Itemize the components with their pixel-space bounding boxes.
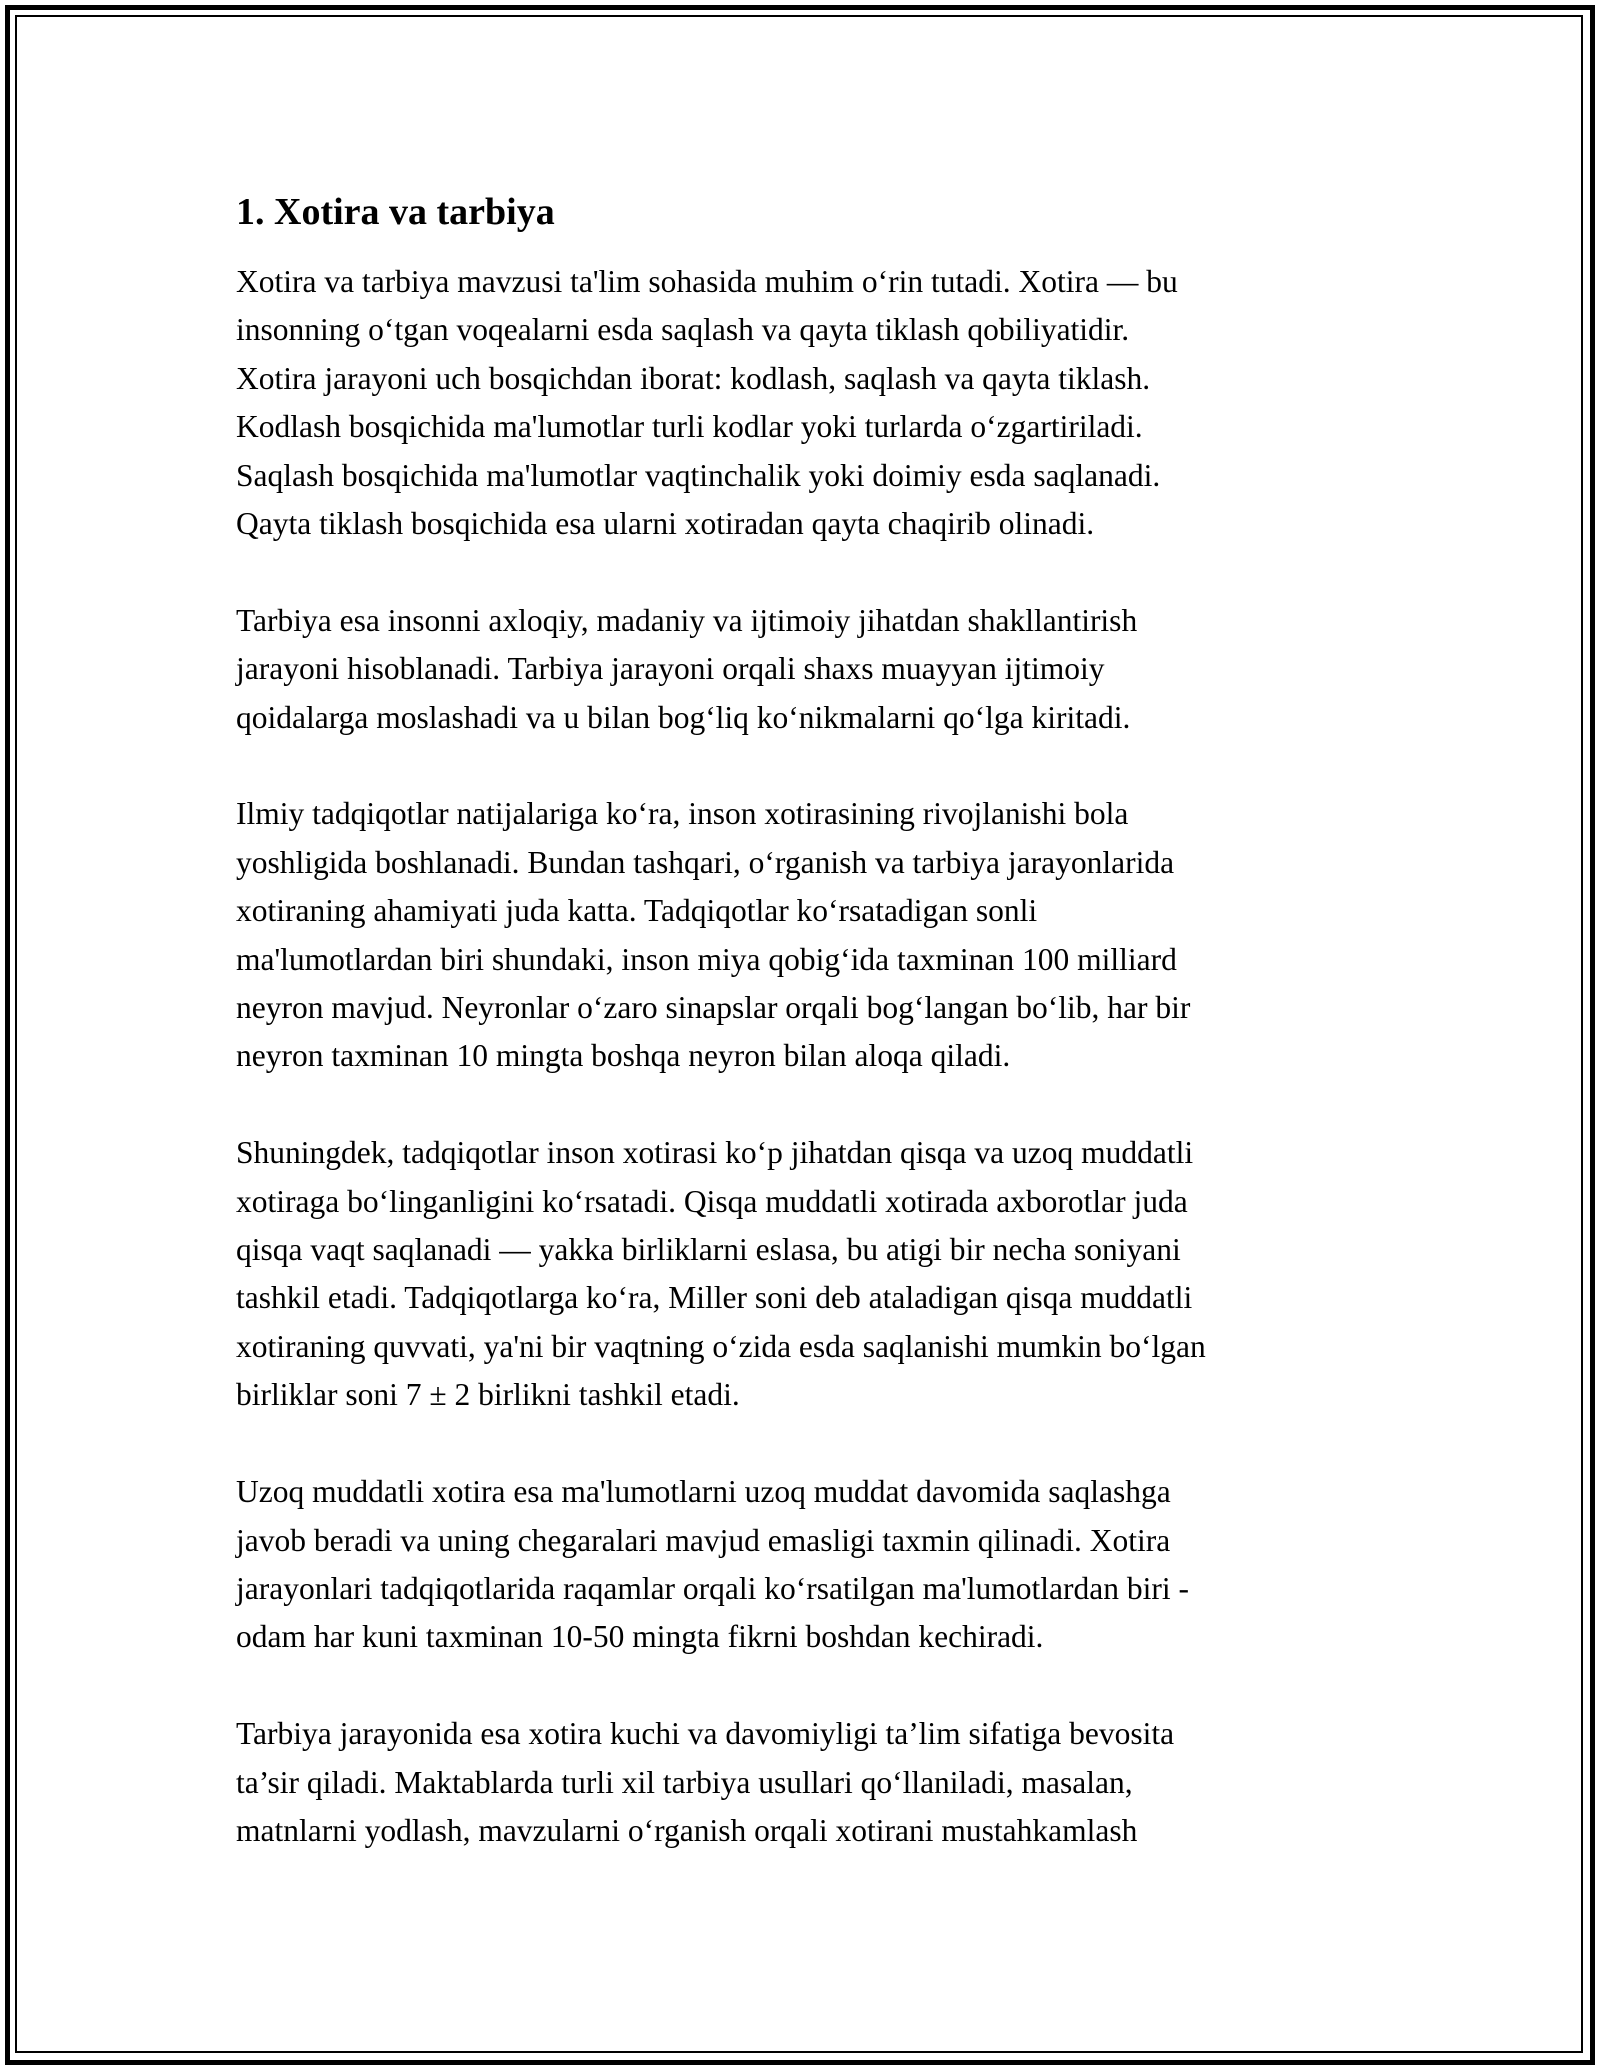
text-line: Tarbiya esa insonni axloqiy, madaniy va ijtimoiy jihatdan shakllantirish: [236, 602, 1138, 638]
paragraph-upbringing: [236, 597, 1386, 742]
text-line: jarayonlari tadqiqotlarida raqamlar orqali ko‘rsatilgan ma'lumotlardan biri -: [236, 1570, 1189, 1606]
text-line: insonning o‘tgan voqealarni esda saqlash va qayta tiklash qobiliyatidir.: [236, 312, 1130, 348]
text-line: birliklar soni 7 ± 2 birlikni tashkil etadi.: [236, 1377, 740, 1413]
text-line: javob beradi va uning chegaralari mavjud emasligi taxmin qilinadi. Xotira: [236, 1522, 1171, 1558]
text-line: yoshligida boshlanadi. Bundan tashqari, o‘rganish va tarbiya jarayonlarida: [236, 844, 1175, 880]
text-line: xotiraning ahamiyati juda katta. Tadqiqotlar ko‘rsatadigan sonli: [236, 893, 1038, 929]
text-line: ta’sir qiladi. Maktablarda turli xil tarbiya usullari qo‘llaniladi, masalan,: [236, 1764, 1133, 1800]
text-line: Shuningdek, tadqiqotlar inson xotirasi ko‘p jihatdan qisqa va uzoq muddatli: [236, 1135, 1194, 1171]
text-line: qoidalarga moslashadi va u bilan bog‘liq ko‘nikmalarni qo‘lga kiritadi.: [236, 699, 1131, 735]
text-line: Xotira jarayoni uch bosqichdan iborat: kodlash, saqlash va qayta tiklash.: [236, 360, 1151, 396]
paragraph-upbringing-memory: [236, 1710, 1386, 1855]
text-line: Saqlash bosqichida ma'lumotlar vaqtinchalik yoki doimiy esda saqlanadi.: [236, 457, 1161, 493]
text-line: Qayta tiklash bosqichida esa ularni xotiradan qayta chaqirib olinadi.: [236, 506, 1095, 542]
text-line: Uzoq muddatli xotira esa ma'lumotlarni uzoq muddat davomida saqlashga: [236, 1474, 1171, 1510]
section-heading: 1. Xotira va tarbiya: [236, 191, 555, 233]
paragraph-memory-intro: [236, 258, 1386, 548]
text-line: xotiraga bo‘linganligini ko‘rsatadi. Qisqa muddatli xotirada axborotlar juda: [236, 1183, 1188, 1219]
text-line: tashkil etadi. Tadqiqotlarga ko‘ra, Miller soni deb ataladigan qisqa muddatli: [236, 1280, 1193, 1316]
text-line: Xotira va tarbiya mavzusi ta'lim sohasida muhim o‘rin tutadi. Xotira — bu: [236, 264, 1178, 299]
text-line: matnlarni yodlash, mavzularni o‘rganish orqali xotirani mustahkamlash: [236, 1812, 1138, 1848]
paragraph-long-term-memory: [236, 1468, 1386, 1662]
document-body: [236, 188, 1386, 1904]
text-line: ma'lumotlardan biri shundaki, inson miya qobig‘ida taxminan 100 milliard: [236, 941, 1177, 977]
text-line: xotiraning quvvati, ya'ni bir vaqtning o‘zida esda saqlanishi mumkin bo‘lgan: [236, 1328, 1206, 1364]
text-line: neyron mavjud. Neyronlar o‘zaro sinapslar orqali bog‘langan bo‘lib, har bir: [236, 990, 1191, 1026]
text-line: jarayoni hisoblanadi. Tarbiya jarayoni orqali shaxs muayyan ijtimoiy: [236, 651, 1105, 687]
text-line: Tarbiya jarayonida esa xotira kuchi va davomiyligi ta’lim sifatiga bevosita: [236, 1716, 1175, 1752]
text-line: odam har kuni taxminan 10-50 mingta fikrni boshdan kechiradi.: [236, 1619, 1044, 1655]
text-line: neyron taxminan 10 mingta boshqa neyron bilan aloqa qiladi.: [236, 1038, 1011, 1074]
text-line: Kodlash bosqichida ma'lumotlar turli kodlar yoki turlarda o‘zgartiriladi.: [236, 409, 1143, 445]
text-line: qisqa vaqt saqlanadi — yakka birliklarni eslasa, bu atigi bir necha soniyani: [236, 1232, 1181, 1268]
paragraph-research: [236, 790, 1386, 1080]
text-line: Ilmiy tadqiqotlar natijalariga ko‘ra, inson xotirasining rivojlanishi bola: [236, 796, 1129, 832]
paragraph-short-term-memory: [236, 1129, 1386, 1419]
